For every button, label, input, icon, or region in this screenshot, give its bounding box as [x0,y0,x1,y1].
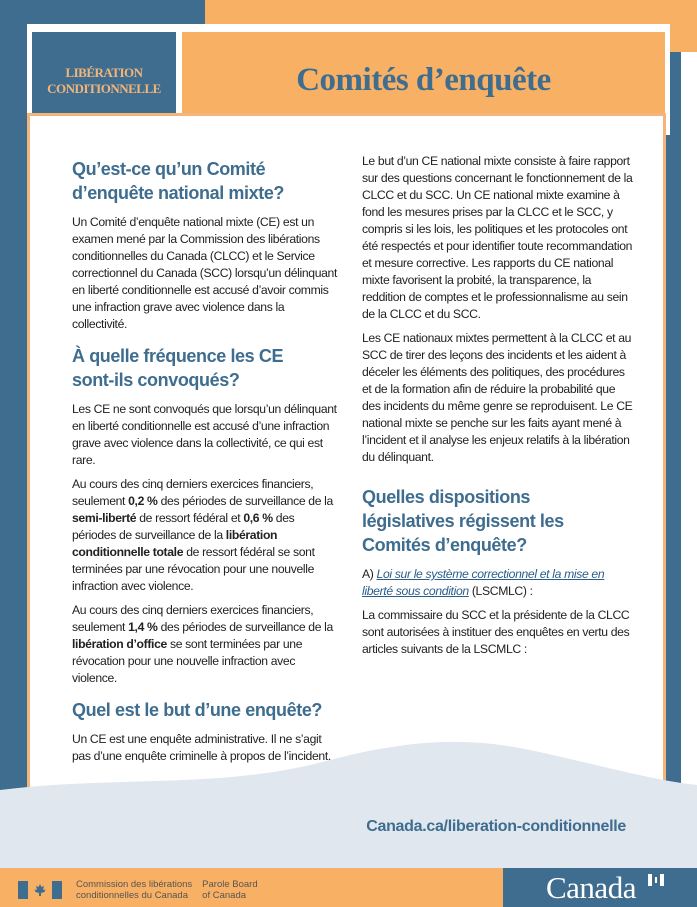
website-link[interactable]: Canada.ca/liberation-conditionnelle [366,818,626,835]
bold-text: libération d’office [72,637,167,651]
bold-text: libération conditionnelle totale [72,528,278,559]
paragraph-definition [72,214,340,333]
text-segment: Le but d’un CE national mixte consiste à faire rapport sur des questions concernant le fonctionnement de la CLCC et du SCC. Un CE national mixte examine à fond les mesures prises par la CLCC et le SCC, y compris si les lois, les politiques et les protocoles ont été respectés et pour identifier toute recommandation et mesure corrective. Les rapports du CE national mixte favorisent la probité, la transparence, la reddition de comptes et le professionnalisme au sein de la CLCC et du SCC. [362,154,633,321]
paragraph-lessons [362,330,634,466]
page-title: Comités d’enquête [182,32,665,129]
text-segment: de ressort fédéral se sont terminées par une révocation pour une nouvelle infraction avec violence. [72,545,315,593]
text-segment: de ressort fédéral et [136,511,244,525]
left-column [72,153,340,765]
org-name-en-line2: of Canada [202,890,247,901]
text-segment: (LSCMLC) : [468,584,533,598]
paragraph-law-reference [362,566,634,600]
text-segment: Au cours des cinq derniers exercices financiers, seulement [72,603,314,634]
paragraph-frequency [72,401,340,469]
government-signature [18,879,258,901]
paragraph-authority [362,607,634,658]
heading-purpose: Quel est le but d’une enquête? [72,700,323,720]
bold-text: 1,4 % [128,620,158,634]
text-segment: Au cours des cinq derniers exercices financiers, seulement [72,477,314,508]
text-segment: Les CE nationaux mixtes permettent à la CLCC et au SCC de tirer des leçons des incidents et les aident à déceler les éléments des politiques, des procédures et de la formation afin de réduire la probabilité que des incidents du même genre se reproduisent. Le CE national mixte se penche sur les faits ayant mené à l’incident et il analyse les enjeux relatifs à la libération du délinquant. [362,331,633,464]
text-segment: des périodes de surveillance de la [157,620,333,634]
canada-wordmark: Canada [546,870,636,905]
canada-flag-icon [18,881,62,899]
brand-label: LIBÉRATION CONDITIONNELLE [32,32,176,129]
paragraph-statistics-1 [72,476,340,595]
paragraph-statistics-2 [72,602,340,687]
org-name-en-line1: Parole Board [202,879,258,890]
wordmark-flag-icon [648,874,664,886]
text-segment: se sont terminées par une révocation pour une nouvelle infraction avec violence. [72,637,303,685]
text-segment: La commissaire du SCC et la présidente de la CLCC sont autorisées à instituer des enquêtes en vertu des articles suivants de la LSCMLC : [362,608,630,656]
bold-text: semi-liberté [72,511,137,525]
right-column [362,153,634,658]
org-name-fr-line2: conditionnelles du Canada [76,890,188,901]
bold-text: 0,6 % [243,511,273,525]
heading-what-is: Qu’est-ce qu’un Comité d’enquête national mixte? [72,159,285,203]
paragraph-goal [362,153,634,323]
text-segment: Un CE est une enquête administrative. Il ne s’agit pas d’une enquête criminelle à propos de l’incident. [72,732,331,763]
text-segment: Un Comité d’enquête national mixte (CE) est un examen mené par la Commission des libérations conditionnelles du Canada (CLCC) et le Service correctionnel du Canada (SCC) lorsqu’un délinquant en liberté conditionnelle est accusé d’avoir commis une infraction grave avec violence dans la collectivité. [72,215,338,331]
law-link[interactable]: Loi sur le système correctionnel et la mise en liberté sous condition [362,567,605,598]
bold-text: 0,2 % [128,494,158,508]
paragraph-purpose [72,731,340,765]
org-name-fr-line1: Commission des libérations [76,879,193,890]
text-segment: des périodes de surveillance de la [72,511,295,542]
text-segment: A) [362,567,377,581]
text-segment: des périodes de surveillance de la [157,494,333,508]
heading-legislation: Quelles dispositions législatives régissent les Comités d’enquête? [362,487,564,555]
heading-frequency: À quelle fréquence les CE sont-ils convoqués? [72,346,284,390]
text-segment: Les CE ne sont convoqués que lorsqu’un délinquant en liberté conditionnelle est accusé d’une infraction grave avec violence dans la collectivité, ce qui est rare. [72,402,337,467]
